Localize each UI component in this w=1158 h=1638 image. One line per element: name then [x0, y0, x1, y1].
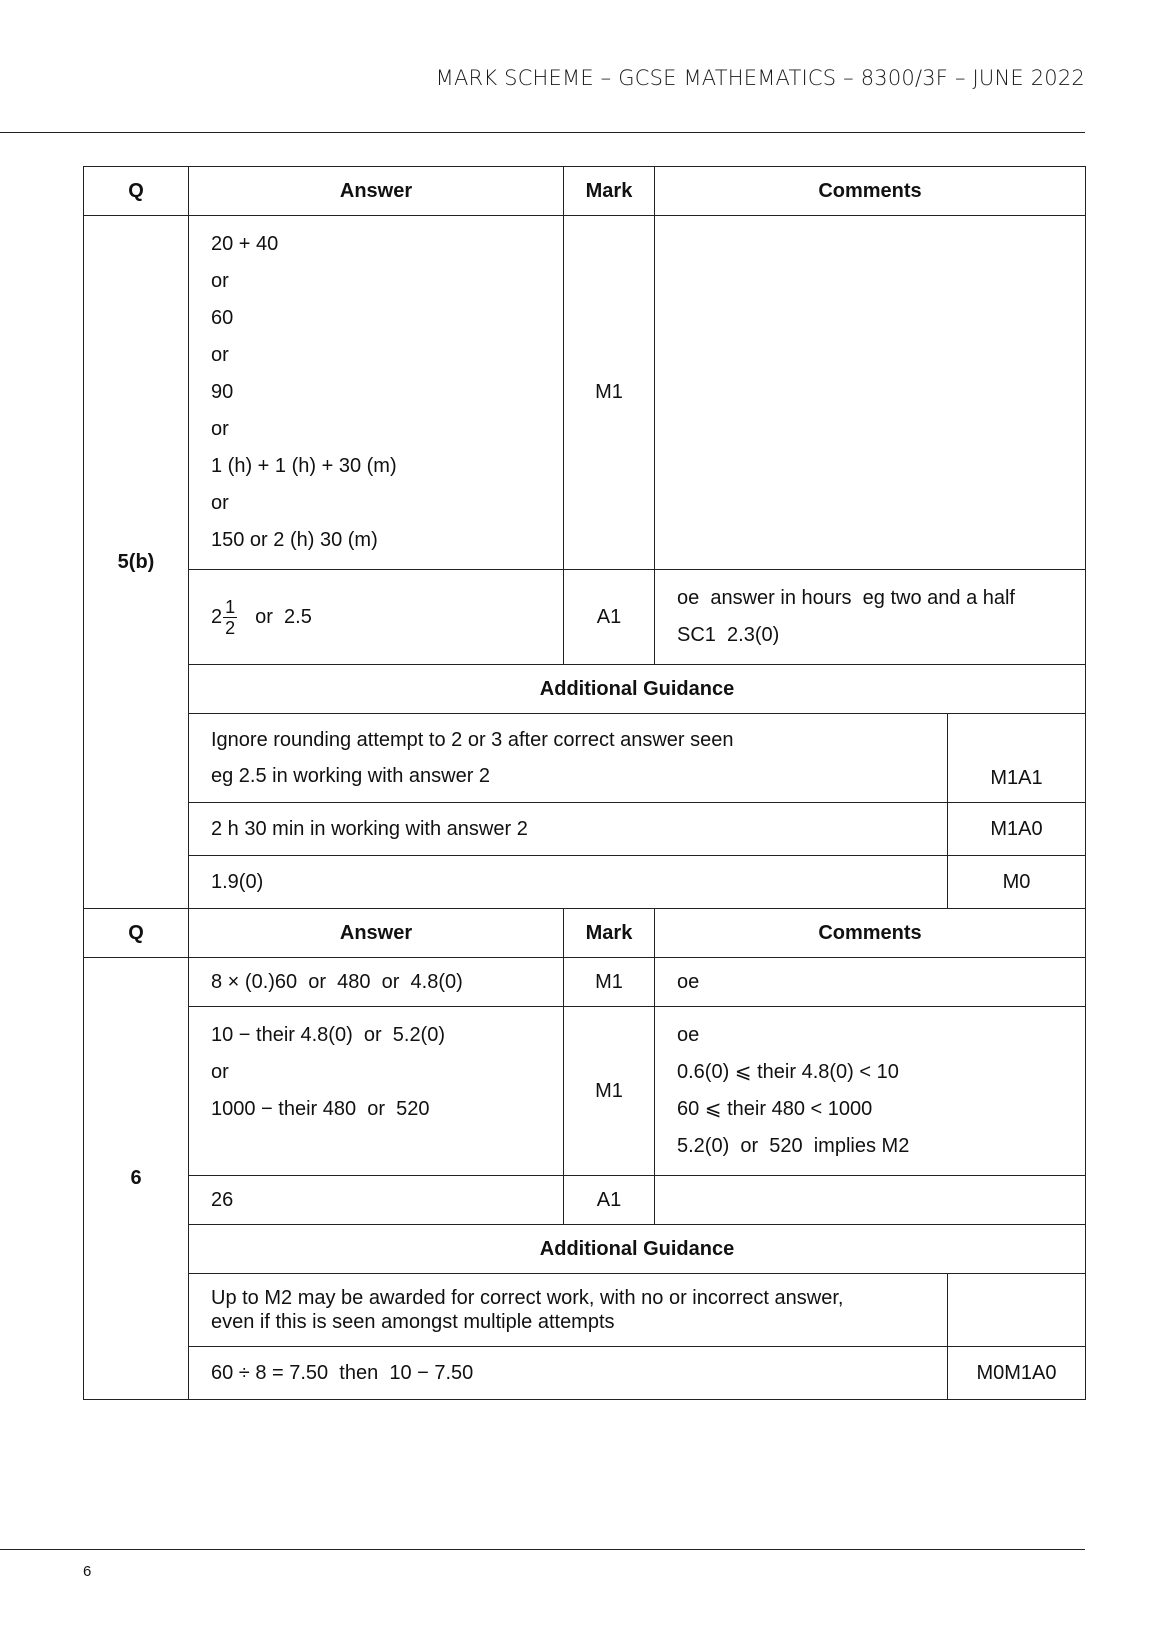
- guidance-mark: [948, 1274, 1086, 1347]
- page-header-title: MARK SCHEME – GCSE MATHEMATICS – 8300/3F – JUNE 2022: [435, 66, 1085, 90]
- col-header-answer: Answer: [189, 167, 564, 216]
- fraction-denominator: 2: [225, 617, 236, 638]
- comment-cell: [655, 570, 1086, 665]
- mark-table-6: [83, 908, 1086, 1400]
- table-header-row: [84, 167, 1086, 216]
- mixed-number-whole: 2: [211, 605, 223, 628]
- header-rule: [0, 132, 1085, 133]
- comment-line: oe answer in hours eg two and a half: [677, 587, 1015, 609]
- comment-line: 60 ⩽ their 480 < 1000: [677, 1098, 873, 1120]
- col-header-comments: Comments: [655, 909, 1086, 958]
- answer-line: or: [211, 418, 229, 440]
- comment-cell: [655, 1007, 1086, 1176]
- table-row: [84, 958, 1086, 1007]
- answer-cell: [189, 570, 564, 665]
- guidance-row: [84, 803, 1086, 856]
- mark-table-5b: [83, 166, 1086, 909]
- guidance-row: [84, 1274, 1086, 1347]
- comment-cell: [655, 216, 1086, 570]
- answer-cell: [189, 216, 564, 570]
- answer-line: or: [211, 270, 229, 292]
- guidance-row: [84, 714, 1086, 803]
- guidance-line: eg 2.5 in working with answer 2: [211, 765, 491, 787]
- answer-line: 90: [211, 381, 234, 403]
- table-row: [84, 1176, 1086, 1225]
- mark-cell: M1: [564, 216, 655, 570]
- guidance-mark: M0: [948, 856, 1086, 909]
- col-header-q: Q: [84, 167, 189, 216]
- guidance-line: Ignore rounding attempt to 2 or 3 after correct answer seen: [211, 729, 734, 751]
- answer-line: or: [211, 492, 229, 514]
- guidance-row: [84, 1347, 1086, 1400]
- table-row: [84, 570, 1086, 665]
- guidance-line: even if this is seen amongst multiple attempts: [211, 1311, 615, 1333]
- mark-cell: A1: [564, 1176, 655, 1225]
- answer-cell: 8 × (0.)60 or 480 or 4.8(0): [189, 958, 564, 1007]
- guidance-text: 60 ÷ 8 = 7.50 then 10 − 7.50: [189, 1347, 948, 1400]
- answer-alternative: or 2.5: [255, 605, 312, 628]
- question-label: 5(b): [84, 216, 189, 909]
- answer-line: 60: [211, 307, 234, 329]
- guidance-mark: M1A0: [948, 803, 1086, 856]
- question-label: 6: [84, 958, 189, 1400]
- guidance-text: [189, 714, 948, 803]
- answer-line: 1 (h) + 1 (h) + 30 (m): [211, 455, 397, 477]
- answer-line: 20 + 40: [211, 233, 279, 255]
- answer-line: 150 or 2 (h) 30 (m): [211, 529, 378, 551]
- answer-line: 1000 − their 480 or 520: [211, 1098, 430, 1120]
- answer-line: or: [211, 344, 229, 366]
- additional-guidance-title: Additional Guidance: [189, 1225, 1086, 1274]
- table-row: [84, 1007, 1086, 1176]
- mark-cell: A1: [564, 570, 655, 665]
- comment-line: 5.2(0) or 520 implies M2: [677, 1135, 910, 1157]
- answer-cell: [189, 1007, 564, 1176]
- fraction: [223, 597, 237, 638]
- guidance-text: [189, 1274, 948, 1347]
- comment-line: 0.6(0) ⩽ their 4.8(0) < 10: [677, 1061, 899, 1083]
- col-header-q: Q: [84, 909, 189, 958]
- guidance-line: Up to M2 may be awarded for correct work, with no or incorrect answer,: [211, 1287, 844, 1309]
- table-row: [84, 216, 1086, 570]
- answer-line: or: [211, 1061, 229, 1083]
- col-header-answer: Answer: [189, 909, 564, 958]
- mark-cell: M1: [564, 958, 655, 1007]
- fraction-numerator: 1: [225, 596, 236, 617]
- comment-line: SC1 2.3(0): [677, 624, 780, 646]
- guidance-header-row: [84, 1225, 1086, 1274]
- answer-line: 10 − their 4.8(0) or 5.2(0): [211, 1024, 446, 1046]
- guidance-header-row: [84, 665, 1086, 714]
- comment-cell: [655, 1176, 1086, 1225]
- guidance-text: 2 h 30 min in working with answer 2: [189, 803, 948, 856]
- col-header-mark: Mark: [564, 909, 655, 958]
- comment-line: oe: [677, 1024, 700, 1046]
- page-number: 6: [83, 1563, 92, 1580]
- guidance-text: 1.9(0): [189, 856, 948, 909]
- guidance-row: [84, 856, 1086, 909]
- table-header-row: [84, 909, 1086, 958]
- comment-cell: oe: [655, 958, 1086, 1007]
- guidance-mark: M1A1: [948, 714, 1086, 803]
- footer-rule: [0, 1549, 1085, 1550]
- col-header-comments: Comments: [655, 167, 1086, 216]
- additional-guidance-title: Additional Guidance: [189, 665, 1086, 714]
- mark-cell: M1: [564, 1007, 655, 1176]
- col-header-mark: Mark: [564, 167, 655, 216]
- answer-cell: 26: [189, 1176, 564, 1225]
- guidance-mark: M0M1A0: [948, 1347, 1086, 1400]
